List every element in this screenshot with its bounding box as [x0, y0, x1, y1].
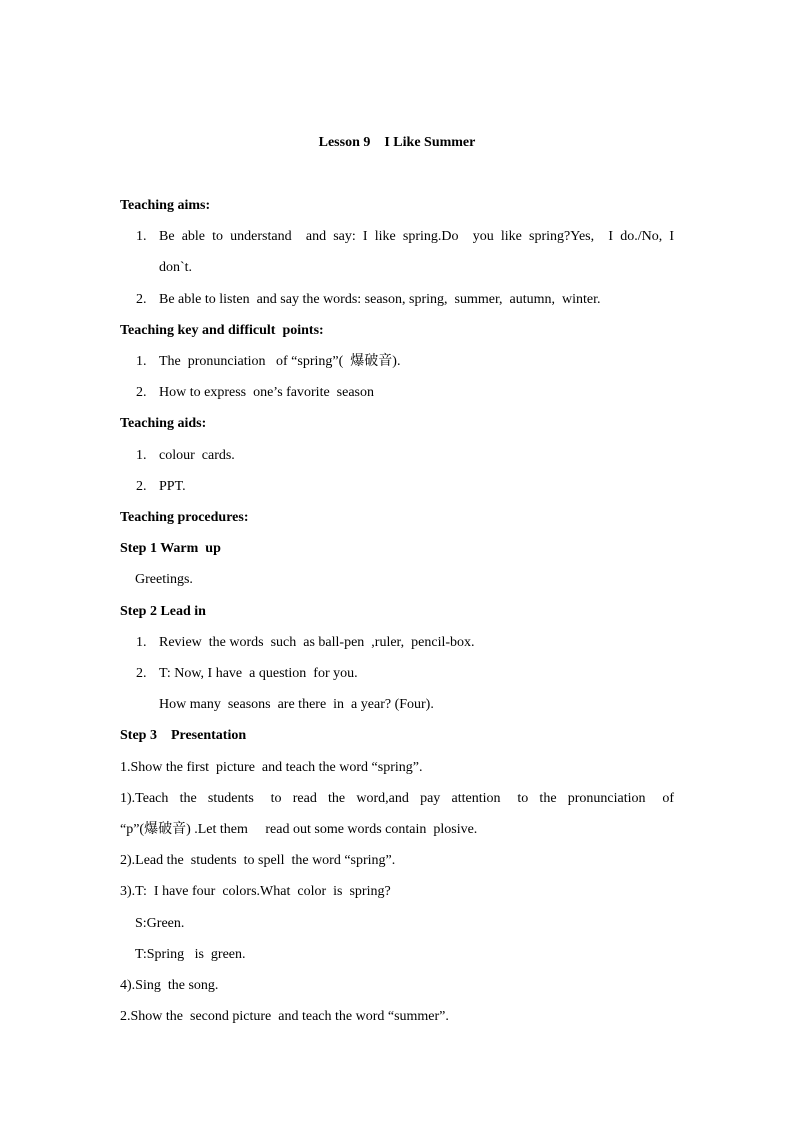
aims-item-1-line1: Be able to understand and say: I like spring.Do you like spring?Yes, I do./No, I: [159, 229, 674, 244]
step3-line-1: 1.Show the first picture and teach the word “spring”.: [120, 760, 423, 775]
aids-heading: Teaching aids:: [120, 416, 207, 431]
key-point-1-number: 1.: [136, 354, 147, 369]
step2-item-1-text: Review the words such as ball-pen ,ruler, pencil-box.: [159, 635, 475, 650]
key-point-2-text: How to express one’s favorite season: [159, 385, 375, 400]
step2-item-2-text: T: Now, I have a question for you.: [159, 666, 358, 681]
aid-2-text: PPT.: [159, 479, 186, 494]
step3-line-7: T:Spring is green.: [135, 947, 246, 962]
aims-heading: Teaching aims:: [120, 198, 211, 213]
key-point-2-number: 2.: [136, 385, 147, 400]
key-point-1-text: The pronunciation of “spring”( 爆破音).: [159, 354, 401, 369]
aims-item-1-number: 1.: [136, 229, 147, 244]
lesson-title: Lesson 9 I Like Summer: [318, 135, 476, 150]
aid-2-number: 2.: [136, 479, 147, 494]
procedures-heading: Teaching procedures:: [120, 510, 249, 525]
aid-1-text: colour cards.: [159, 448, 235, 463]
step1-heading: Step 1 Warm up: [120, 541, 221, 556]
step3-line-8: 4).Sing the song.: [120, 978, 219, 993]
aid-1-number: 1.: [136, 448, 147, 463]
step2-item-1-number: 1.: [136, 635, 147, 650]
step3-line-6: S:Green.: [135, 916, 185, 931]
aims-item-2-number: 2.: [136, 292, 147, 307]
aims-item-2-text: Be able to listen and say the words: season, spring, summer, autumn, winter.: [159, 292, 601, 307]
step3-heading: Step 3 Presentation: [120, 728, 247, 743]
step3-line-3: “p”(爆破音) .Let them read out some words contain plosive.: [120, 822, 478, 837]
step2-heading: Step 2 Lead in: [120, 604, 206, 619]
step1-text: Greetings.: [135, 572, 193, 587]
step2-followup-text: How many seasons are there in a year? (Four).: [159, 697, 434, 712]
step2-item-2-number: 2.: [136, 666, 147, 681]
key-points-heading: Teaching key and difficult points:: [120, 323, 324, 338]
aims-item-1-line2: don`t.: [159, 260, 193, 275]
step3-line-5: 3).T: I have four colors.What color is spring?: [120, 884, 391, 899]
step3-line-2: 1).Teach the students to read the word,and pay attention to the pronunciation of: [120, 791, 674, 806]
step3-line-9: 2.Show the second picture and teach the word “summer”.: [120, 1009, 449, 1024]
step3-line-4: 2).Lead the students to spell the word “spring”.: [120, 853, 396, 868]
